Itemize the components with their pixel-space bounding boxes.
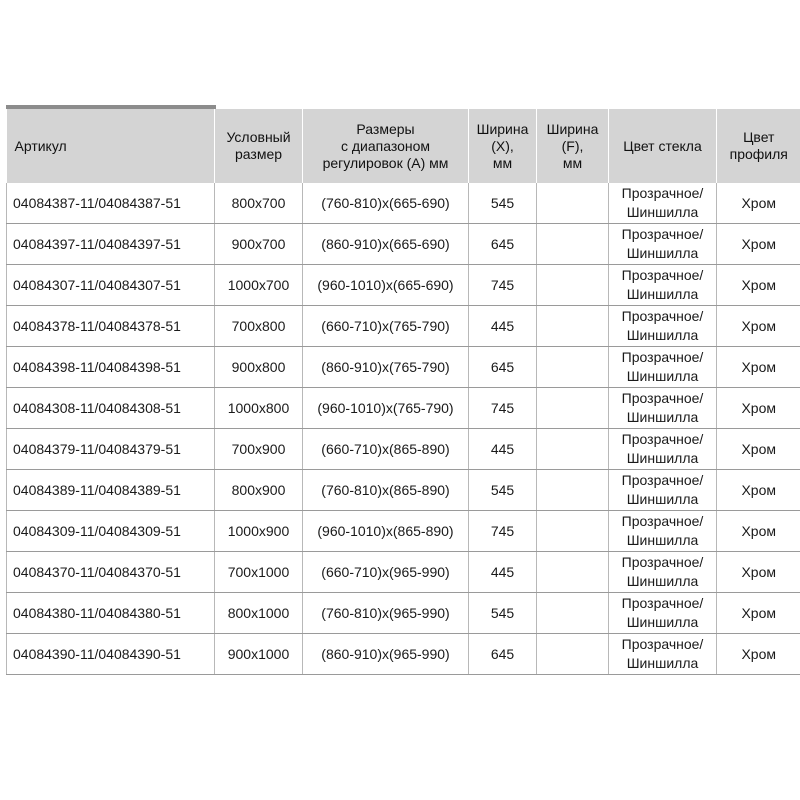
cell-article: 04084308-11/04084308-51 — [7, 388, 215, 429]
table-row — [7, 634, 800, 675]
table-row — [7, 347, 800, 388]
cell-profile-color: Хром — [717, 224, 800, 265]
text-line: Прозрачное/ — [621, 513, 704, 529]
cell-width-f — [537, 552, 609, 593]
table-row — [7, 429, 800, 470]
text-line: Шиншилла — [626, 327, 699, 343]
cell-profile-color: Хром — [717, 470, 800, 511]
text-line: Прозрачное/ — [621, 595, 704, 611]
text-line: Шиншилла — [626, 532, 699, 548]
cell-width-f — [537, 634, 609, 675]
cell-glass-color — [609, 552, 717, 593]
cell-nominal-size: 700x800 — [215, 306, 303, 347]
text-line: Прозрачное/ — [621, 472, 704, 488]
header-nominal-size — [215, 109, 303, 183]
cell-dimensions: (760-810)x(665-690) — [303, 183, 469, 224]
cell-profile-color: Хром — [717, 347, 800, 388]
cell-profile-color: Хром — [717, 306, 800, 347]
text-line: мм — [492, 154, 513, 171]
table-row — [7, 593, 800, 634]
cell-profile-color: Хром — [717, 265, 800, 306]
cell-width-f — [537, 224, 609, 265]
cell-article: 04084309-11/04084309-51 — [7, 511, 215, 552]
cell-nominal-size: 900x700 — [215, 224, 303, 265]
cell-width-x: 645 — [469, 634, 537, 675]
cell-dimensions: (860-910)x(665-690) — [303, 224, 469, 265]
cell-profile-color: Хром — [717, 183, 800, 224]
text-line: Цвет — [743, 129, 775, 145]
spec-table — [6, 109, 800, 675]
cell-width-x: 545 — [469, 593, 537, 634]
cell-dimensions: (960-1010)x(865-890) — [303, 511, 469, 552]
cell-dimensions: (760-810)x(965-990) — [303, 593, 469, 634]
cell-article: 04084370-11/04084370-51 — [7, 552, 215, 593]
cell-article: 04084390-11/04084390-51 — [7, 634, 215, 675]
cell-glass-color — [609, 511, 717, 552]
text-line: Прозрачное/ — [621, 308, 704, 324]
cell-width-x: 545 — [469, 470, 537, 511]
table-row — [7, 265, 800, 306]
text-line: размер — [234, 146, 283, 162]
text-line: Шиншилла — [626, 286, 699, 302]
cell-width-f — [537, 593, 609, 634]
cell-article: 04084378-11/04084378-51 — [7, 306, 215, 347]
text-line: мм — [562, 154, 583, 171]
cell-width-x: 745 — [469, 511, 537, 552]
cell-profile-color: Хром — [717, 388, 800, 429]
cell-nominal-size: 800x700 — [215, 183, 303, 224]
text-line: Шиншилла — [626, 204, 699, 220]
cell-nominal-size: 900x800 — [215, 347, 303, 388]
text-line: Шиншилла — [626, 491, 699, 507]
table-row — [7, 552, 800, 593]
cell-dimensions: (760-810)x(865-890) — [303, 470, 469, 511]
cell-article: 04084379-11/04084379-51 — [7, 429, 215, 470]
cell-article: 04084389-11/04084389-51 — [7, 470, 215, 511]
text-line: Шиншилла — [626, 368, 699, 384]
text-line: Прозрачное/ — [621, 185, 704, 201]
cell-dimensions: (860-910)x(765-790) — [303, 347, 469, 388]
cell-width-f — [537, 470, 609, 511]
text-line: Прозрачное/ — [621, 349, 704, 365]
cell-profile-color: Хром — [717, 552, 800, 593]
text-line: Шиншилла — [626, 245, 699, 261]
text-line: Шиншилла — [626, 655, 699, 671]
table-row — [7, 470, 800, 511]
cell-glass-color — [609, 470, 717, 511]
text-line: Шиншилла — [626, 409, 699, 425]
text-line: Шиншилла — [626, 614, 699, 630]
cell-nominal-size: 700x900 — [215, 429, 303, 470]
cell-dimensions: (860-910)x(965-990) — [303, 634, 469, 675]
cell-nominal-size: 800x1000 — [215, 593, 303, 634]
spec-table-container — [6, 109, 800, 675]
text-line: (X), — [491, 137, 514, 154]
cell-glass-color — [609, 634, 717, 675]
cell-width-x: 545 — [469, 183, 537, 224]
cell-nominal-size: 1000x800 — [215, 388, 303, 429]
cell-width-x: 445 — [469, 552, 537, 593]
text-line: Условный — [226, 129, 291, 145]
cell-width-f — [537, 183, 609, 224]
cell-glass-color — [609, 593, 717, 634]
cell-width-f — [537, 511, 609, 552]
cell-glass-color — [609, 306, 717, 347]
text-line: регулировок (А) мм — [322, 154, 449, 171]
text-line: профиля — [729, 146, 788, 162]
cell-width-f — [537, 347, 609, 388]
text-line: Размеры — [356, 120, 415, 137]
text-line: Шиншилла — [626, 573, 699, 589]
cell-article: 04084380-11/04084380-51 — [7, 593, 215, 634]
cell-glass-color — [609, 224, 717, 265]
text-line: Прозрачное/ — [621, 636, 704, 652]
cell-width-x: 645 — [469, 224, 537, 265]
table-row — [7, 511, 800, 552]
cell-width-x: 745 — [469, 388, 537, 429]
cell-width-x: 645 — [469, 347, 537, 388]
table-row — [7, 183, 800, 224]
cell-glass-color — [609, 183, 717, 224]
header-profile-color — [717, 109, 800, 183]
text-line: Ширина — [476, 120, 529, 137]
text-line: с диапазоном — [340, 137, 431, 154]
cell-dimensions: (660-710)x(765-790) — [303, 306, 469, 347]
cell-article: 04084387-11/04084387-51 — [7, 183, 215, 224]
cell-glass-color — [609, 265, 717, 306]
table-header-row — [7, 109, 800, 183]
cell-profile-color: Хром — [717, 634, 800, 675]
cell-width-f — [537, 429, 609, 470]
header-glass-color: Цвет стекла — [609, 109, 717, 183]
table-body — [7, 183, 800, 675]
text-line: Ширина — [546, 120, 599, 137]
cell-glass-color — [609, 429, 717, 470]
cell-nominal-size: 900x1000 — [215, 634, 303, 675]
header-article: Артикул — [7, 109, 215, 183]
cell-width-x: 445 — [469, 429, 537, 470]
text-line: Шиншилла — [626, 450, 699, 466]
cell-dimensions: (960-1010)x(765-790) — [303, 388, 469, 429]
text-line: Прозрачное/ — [621, 267, 704, 283]
header-width-x — [469, 109, 537, 183]
cell-width-f — [537, 306, 609, 347]
cell-width-x: 445 — [469, 306, 537, 347]
header-dimensions — [303, 109, 469, 183]
cell-profile-color: Хром — [717, 593, 800, 634]
cell-profile-color: Хром — [717, 511, 800, 552]
cell-dimensions: (660-710)x(965-990) — [303, 552, 469, 593]
cell-width-f — [537, 388, 609, 429]
cell-article: 04084398-11/04084398-51 — [7, 347, 215, 388]
table-row — [7, 306, 800, 347]
cell-nominal-size: 1000x700 — [215, 265, 303, 306]
cell-width-f — [537, 265, 609, 306]
cell-article: 04084397-11/04084397-51 — [7, 224, 215, 265]
cell-glass-color — [609, 388, 717, 429]
cell-dimensions: (660-710)x(865-890) — [303, 429, 469, 470]
cell-width-x: 745 — [469, 265, 537, 306]
text-line: Прозрачное/ — [621, 431, 704, 447]
text-line: Прозрачное/ — [621, 226, 704, 242]
text-line: Прозрачное/ — [621, 390, 704, 406]
cell-nominal-size: 700x1000 — [215, 552, 303, 593]
header-width-f — [537, 109, 609, 183]
cell-nominal-size: 800x900 — [215, 470, 303, 511]
cell-dimensions: (960-1010)x(665-690) — [303, 265, 469, 306]
cell-article: 04084307-11/04084307-51 — [7, 265, 215, 306]
cell-glass-color — [609, 347, 717, 388]
table-row — [7, 224, 800, 265]
table-row — [7, 388, 800, 429]
text-line: (F), — [561, 137, 584, 154]
text-line: Прозрачное/ — [621, 554, 704, 570]
cell-profile-color: Хром — [717, 429, 800, 470]
cell-nominal-size: 1000x900 — [215, 511, 303, 552]
